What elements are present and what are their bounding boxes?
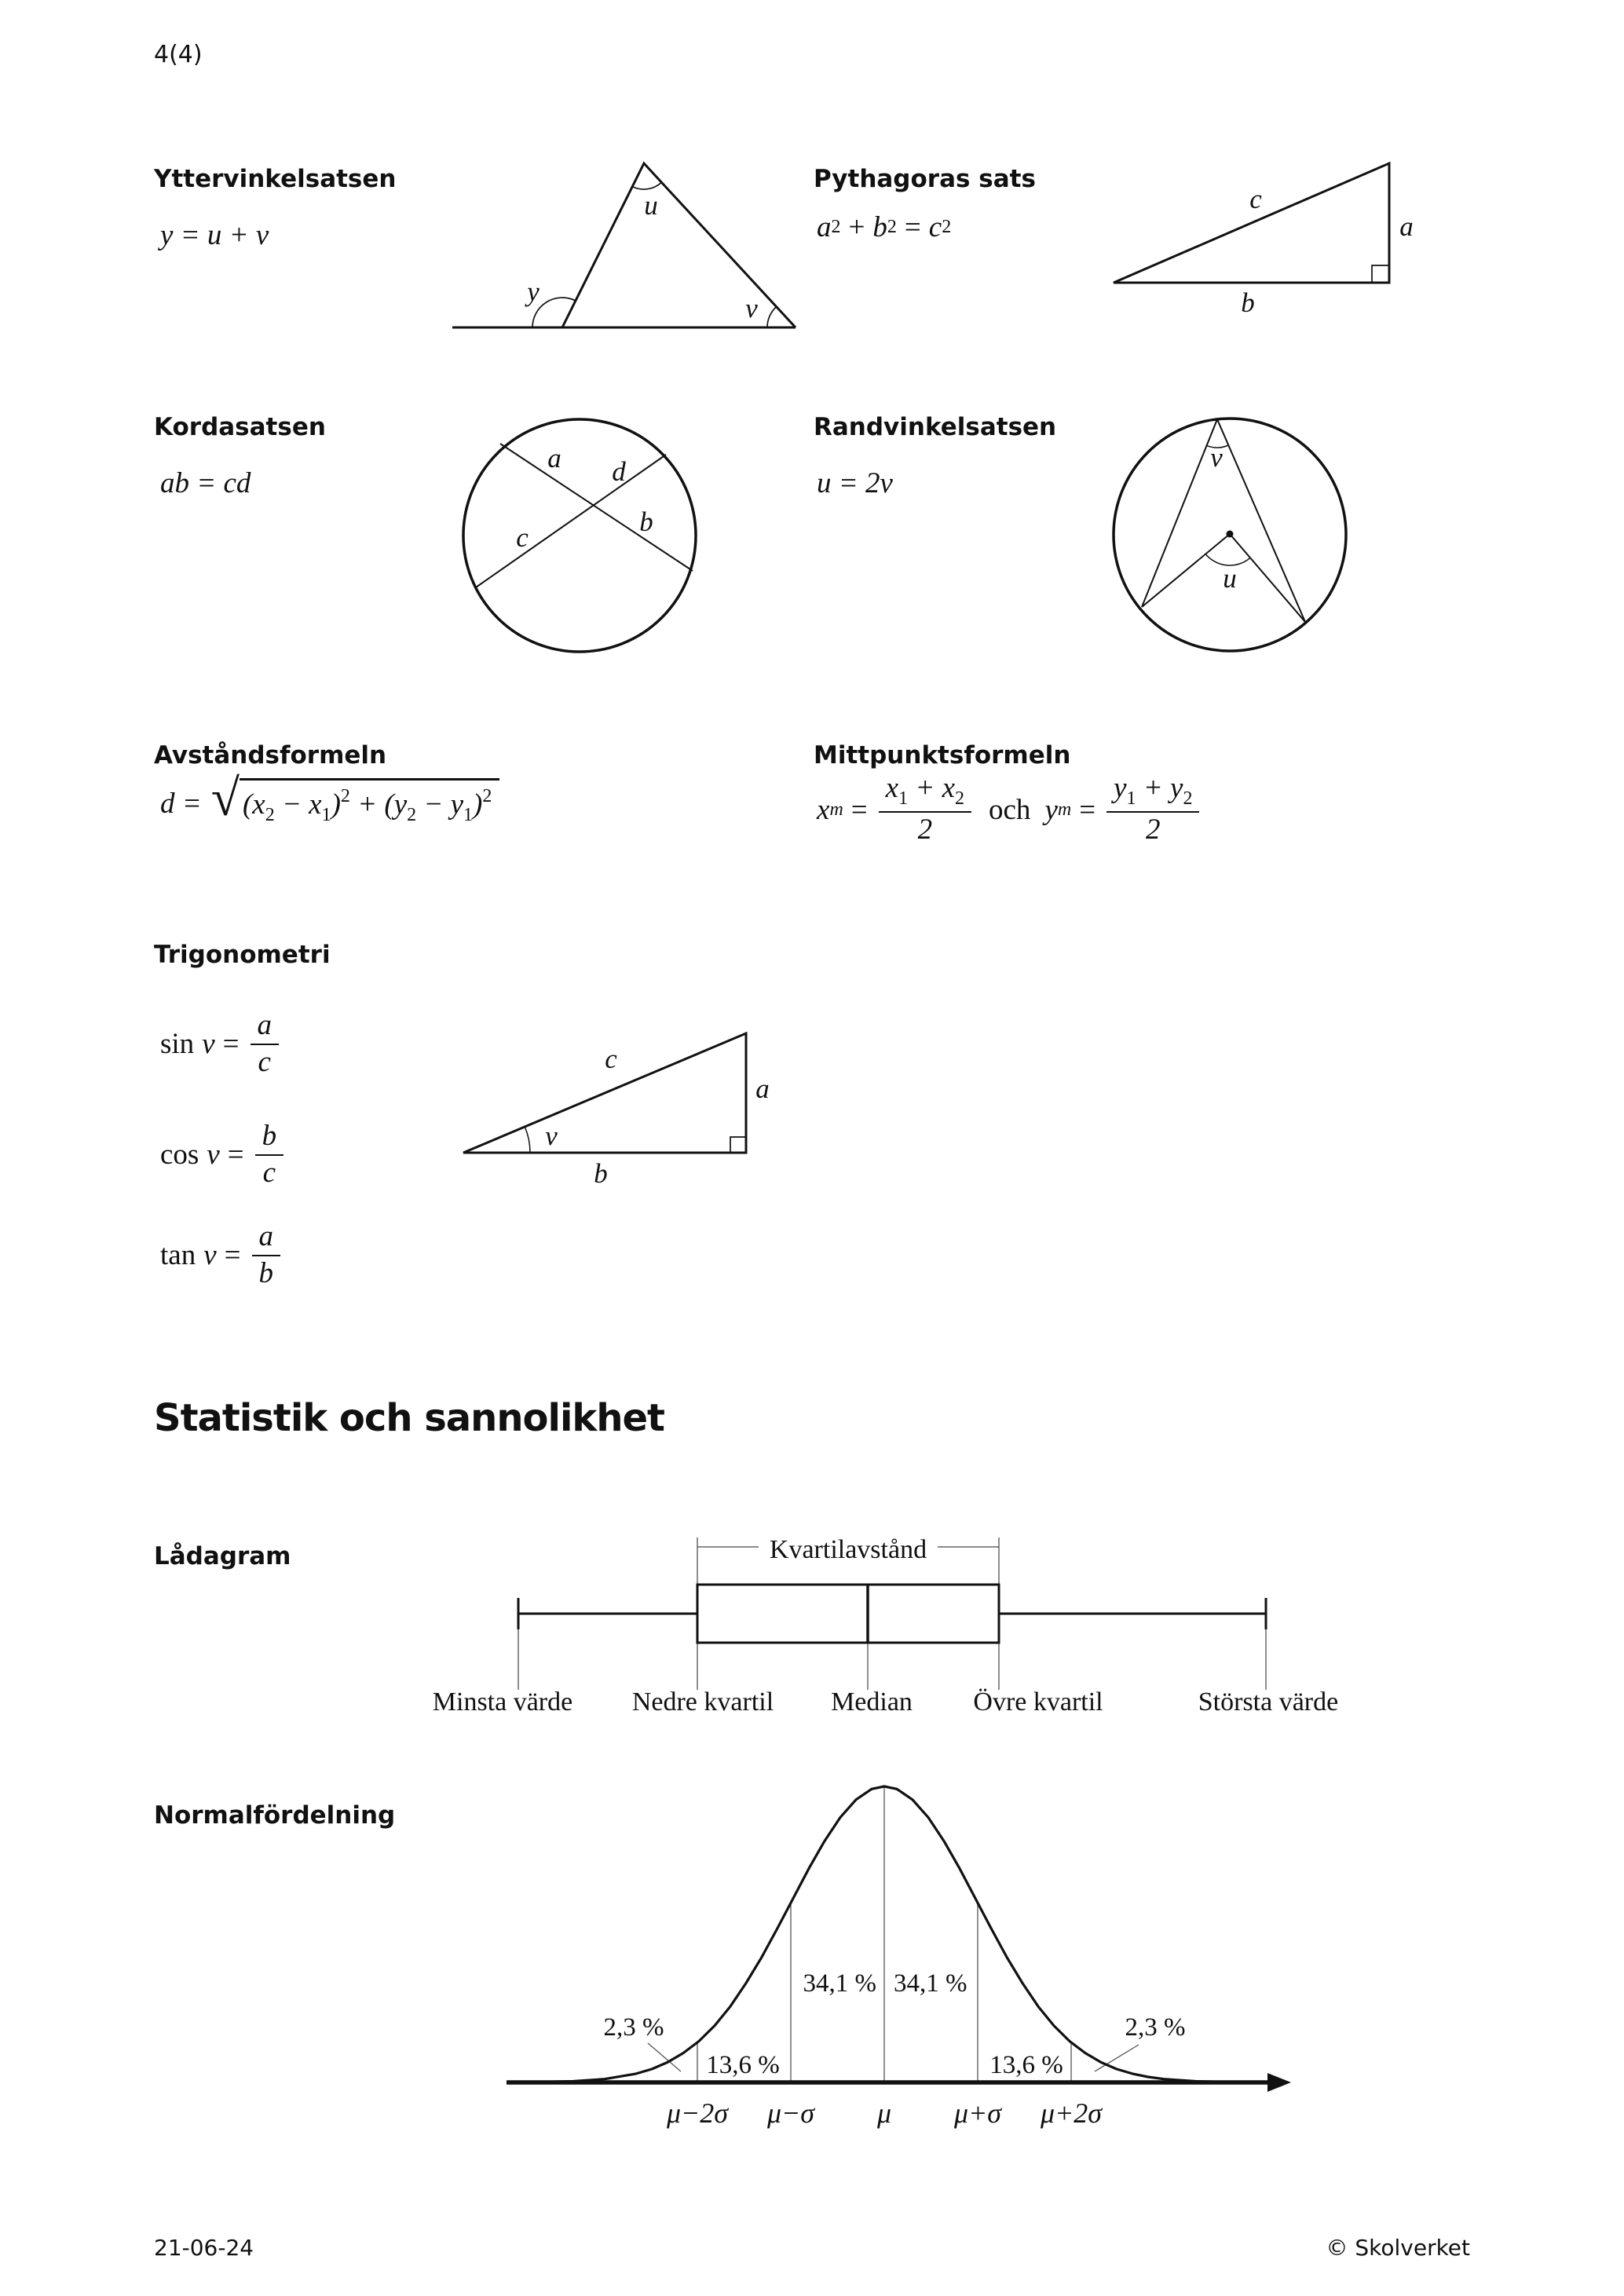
avstand-lhs: d = <box>160 788 202 820</box>
tan-fn: tan <box>160 1239 196 1272</box>
mp-yplus: + <box>1136 772 1170 804</box>
mp-frac-y-num <box>1106 773 1199 813</box>
right-angle-mark <box>730 1137 746 1153</box>
triangle-outline <box>1114 163 1389 283</box>
rad-s3: 2 <box>407 805 417 825</box>
label-23-right: 2,3 % <box>1125 2013 1186 2042</box>
pyth-c-sq: 2 <box>942 217 952 237</box>
sin-den: c <box>258 1045 271 1078</box>
formula-pythagoras <box>817 210 951 244</box>
label-d: d <box>612 456 626 487</box>
tick-mu-plus-sigma: μ+σ <box>953 2097 1002 2129</box>
section-title-mittpunkt: Mittpunktsformeln <box>814 741 1071 770</box>
formula-avstand <box>160 770 499 827</box>
label-v: v <box>745 293 758 324</box>
label-136-left: 13,6 % <box>706 2051 780 2079</box>
label-c: c <box>605 1044 617 1074</box>
tan-eq: = <box>224 1239 241 1272</box>
angle-arc-v <box>525 1127 530 1153</box>
mp-eq1: = <box>850 793 868 826</box>
rad-t6: ) <box>473 788 483 821</box>
sin-eq: = <box>222 1028 240 1061</box>
label-u: u <box>1223 563 1237 594</box>
tick-mu-plus-2sigma: μ+2σ <box>1040 2097 1103 2129</box>
diagram-chord-theorem <box>459 416 703 660</box>
diagram-inscribed-angle <box>1111 416 1355 660</box>
circle <box>463 419 696 652</box>
chord-ab <box>500 444 693 571</box>
section-title-trig: Trigonometri <box>154 941 331 969</box>
label-a: a <box>1399 211 1414 242</box>
formula-tan <box>160 1222 283 1289</box>
section-title-normal: Normalfördelning <box>154 1801 396 1830</box>
triangle-sides <box>562 163 796 327</box>
formula-cos <box>160 1121 287 1189</box>
mp-frac-x <box>879 773 971 846</box>
mp-frac-x-num <box>879 773 971 813</box>
label-nedre-kvartil: Nedre kvartil <box>631 1687 774 1717</box>
mp-xn2: x <box>942 772 955 804</box>
pyth-a-sq: 2 <box>831 217 841 237</box>
tan-frac <box>252 1222 281 1289</box>
axis-arrowhead <box>1267 2073 1291 2092</box>
mp-yn1: y <box>1114 772 1127 804</box>
angle-arc-u <box>632 182 661 189</box>
label-c: c <box>1249 184 1262 214</box>
label-a: a <box>755 1073 770 1104</box>
mp-ys2: 2 <box>1183 788 1193 809</box>
tick-mu-minus-sigma: μ−σ <box>766 2097 815 2129</box>
label-median: Median <box>831 1687 913 1717</box>
mp-y-sub: m <box>1057 799 1072 820</box>
box <box>697 1585 999 1643</box>
rad-s2: 1 <box>321 805 331 825</box>
mp-xplus: + <box>908 772 942 804</box>
rad-s1: 2 <box>265 805 275 825</box>
radical-sign: √ <box>210 770 240 827</box>
formula-sin <box>160 1011 282 1078</box>
formula-korda: ab = cd <box>160 467 251 499</box>
mp-frac-y-den: 2 <box>1146 813 1161 846</box>
diagram-normal-distribution <box>495 1775 1311 2144</box>
radicand <box>240 778 499 826</box>
label-u: u <box>644 190 658 221</box>
mp-xn1: x <box>885 772 899 804</box>
diagram-right-triangle-pythagoras <box>1099 145 1469 330</box>
tick-mu: μ <box>876 2097 892 2129</box>
mp-frac-x-den: 2 <box>917 813 933 846</box>
label-c: c <box>516 522 529 553</box>
sin-num: a <box>251 1011 280 1045</box>
cos-v: v <box>207 1139 220 1172</box>
section-title-yttervinkel: Yttervinkelsatsen <box>154 165 397 193</box>
label-b: b <box>594 1158 608 1189</box>
cos-den: c <box>262 1156 276 1189</box>
page-number: 4(4) <box>154 41 203 68</box>
label-storsta-varde: Största värde <box>1198 1687 1339 1717</box>
mp-y: y <box>1044 793 1058 826</box>
angle-arc-v <box>767 307 777 327</box>
footer-copyright: © Skolverket <box>1326 2235 1470 2261</box>
mp-x: x <box>817 793 830 826</box>
mp-yn2: y <box>1170 772 1183 804</box>
label-341-right: 34,1 % <box>894 1969 967 1998</box>
sin-frac <box>251 1011 280 1078</box>
tick-mu-minus-2sigma: μ−2σ <box>666 2097 729 2129</box>
label-341-left: 34,1 % <box>803 1969 876 1998</box>
tan-den: b <box>258 1256 274 1289</box>
pyth-b: b <box>872 211 887 243</box>
diagram-right-triangle-trig <box>440 1021 785 1194</box>
right-angle-mark <box>1372 265 1389 283</box>
label-ovre-kvartil: Övre kvartil <box>973 1687 1103 1717</box>
pyth-a: a <box>817 211 832 243</box>
chord-cd <box>476 455 666 587</box>
label-minsta-varde: Minsta värde <box>432 1687 573 1717</box>
mp-frac-y <box>1106 773 1199 846</box>
label-136-right: 13,6 % <box>989 2051 1063 2079</box>
tan-v: v <box>203 1239 217 1272</box>
mp-eq2: = <box>1079 793 1096 826</box>
sin-v: v <box>202 1028 215 1061</box>
section-title-avstand: Avståndsformeln <box>154 741 387 770</box>
label-a: a <box>547 443 561 473</box>
section-title-statistik: Statistik och sannolikhet <box>154 1396 664 1440</box>
formula-randvinkel: u = 2v <box>817 467 893 499</box>
mp-och: och <box>989 793 1031 826</box>
rad-s4: 1 <box>463 805 474 825</box>
label-y: y <box>527 276 540 307</box>
center-dot <box>1227 531 1234 538</box>
rad-t1: (x <box>242 788 265 821</box>
tan-num: a <box>252 1222 281 1256</box>
sin-fn: sin <box>160 1028 195 1061</box>
footer-date: 21-06-24 <box>154 2235 254 2261</box>
pyth-c: c <box>928 211 942 243</box>
section-title-boxplot: Lådagram <box>154 1542 291 1570</box>
cos-frac <box>255 1121 284 1189</box>
cos-num: b <box>255 1121 284 1156</box>
label-b: b <box>639 506 653 537</box>
cos-fn: cos <box>160 1139 199 1172</box>
diagram-exterior-angle <box>424 145 817 342</box>
formula-yttervinkel: y = u + v <box>160 219 269 251</box>
diagram-boxplot <box>408 1523 1382 1727</box>
pyth-plus: + <box>848 211 865 243</box>
rad-p2: 2 <box>482 786 492 806</box>
label-v: v <box>1210 442 1223 473</box>
section-title-pythagoras: Pythagoras sats <box>814 165 1036 193</box>
pyth-b-sq: 2 <box>887 217 897 237</box>
label-v: v <box>545 1121 558 1151</box>
label-23-left: 2,3 % <box>603 2013 664 2042</box>
formula-mittpunkt <box>817 773 1202 846</box>
pointer-23-right <box>1095 2045 1139 2071</box>
mp-xs1: 1 <box>898 788 909 809</box>
rad-t5: − y <box>416 788 464 821</box>
mp-x-sub: m <box>829 799 843 820</box>
section-title-randvinkel: Randvinkelsatsen <box>814 413 1057 441</box>
rad-t2: − x <box>274 788 322 821</box>
rad-t4: + (y <box>349 788 408 821</box>
label-b: b <box>1241 287 1255 318</box>
rad-p1: 2 <box>340 786 350 806</box>
cos-eq: = <box>227 1139 244 1172</box>
mp-ys1: 1 <box>1126 788 1136 809</box>
rad-t3: ) <box>331 788 341 821</box>
section-title-korda: Kordasatsen <box>154 413 326 441</box>
label-kvartilavstand: Kvartilavstånd <box>769 1535 927 1564</box>
pyth-eq: = <box>904 211 921 243</box>
mp-xs2: 2 <box>955 788 964 809</box>
